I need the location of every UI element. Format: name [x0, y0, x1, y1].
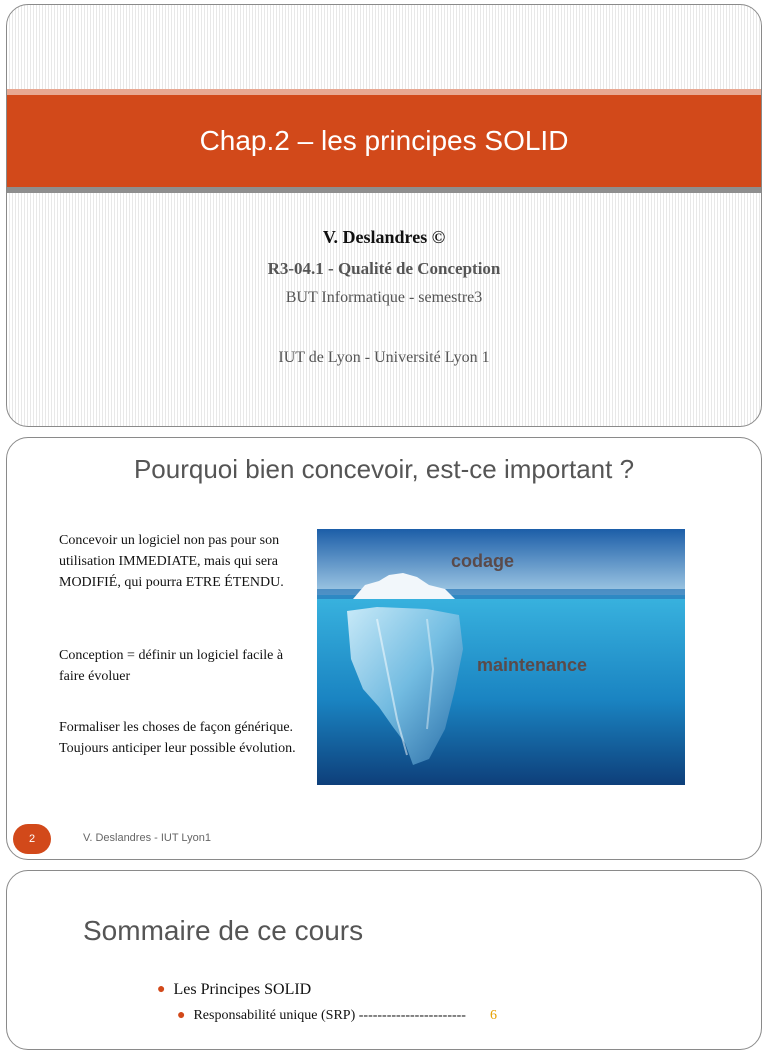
- program-name: BUT Informatique - semestre3: [285, 289, 483, 306]
- toc-item-label: Les Principes SOLID: [173, 981, 312, 998]
- course-name: R3-04.1 - Qualité de Conception: [267, 259, 501, 278]
- maintenance-label: maintenance: [477, 655, 588, 675]
- slide-title: Chap.2 – les principes SOLID: [199, 125, 569, 156]
- iceberg-image: [317, 529, 685, 785]
- slide-title: Sommaire de ce cours: [83, 915, 364, 946]
- author-name: V. Deslandres ©: [322, 227, 446, 247]
- toc-page-number: 6: [489, 1008, 497, 1023]
- codage-label: codage: [451, 551, 515, 571]
- slide-title: Pourquoi bien concevoir, est-ce important ?: [133, 454, 635, 484]
- page-number-badge: 2: [13, 824, 51, 854]
- bullet-icon: ●: [157, 982, 166, 997]
- footer-text: V. Deslandres - IUT Lyon1: [83, 832, 211, 844]
- title-slide: [6, 4, 762, 427]
- toc-item: [157, 981, 311, 999]
- toc-subitem: [177, 1008, 497, 1024]
- why-design-slide: [6, 437, 762, 860]
- summary-slide: [6, 870, 762, 1050]
- toc-item-label: Responsabilité unique (SRP) -----------------------: [193, 1008, 466, 1023]
- bullet-icon: ●: [177, 1008, 186, 1023]
- paragraph-3: Formaliser les choses de façon générique. Toujours anticiper leur possible évolution.: [59, 720, 296, 756]
- paragraph-1: Concevoir un logiciel non pas pour son utilisation IMMEDIATE, mais qui sera MODIFIÉ, qui pourra ETRE ÉTENDU.: [59, 533, 284, 590]
- school-name: IUT de Lyon - Université Lyon 1: [278, 349, 490, 366]
- paragraph-2: Conception = définir un logiciel facile à faire évoluer: [59, 648, 284, 684]
- title-banner: [7, 89, 761, 193]
